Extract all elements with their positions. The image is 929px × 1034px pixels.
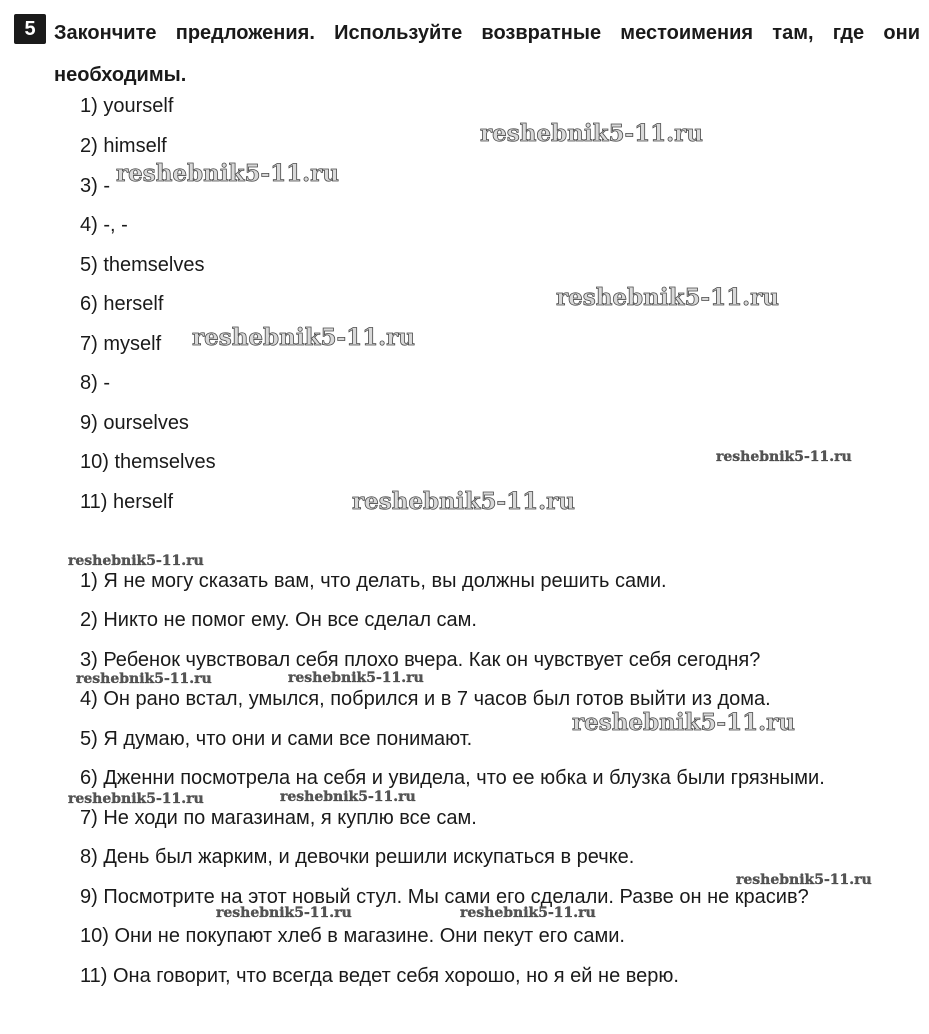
watermark: reshebnik5-11.ru (216, 905, 352, 921)
answer-item: 11) herself (80, 491, 174, 513)
watermark: reshebnik5-11.ru (572, 709, 795, 736)
watermark: reshebnik5-11.ru (460, 905, 596, 921)
answer-item: 1) yourself (80, 95, 174, 117)
watermark: reshebnik5-11.ru (736, 872, 872, 888)
translation-item: 3) Ребенок чувствовал себя плохо вчера. Как он чувствует себя сегодня? (80, 649, 761, 671)
watermark: reshebnik5-11.ru (76, 671, 212, 687)
answer-item: 10) themselves (80, 451, 216, 473)
task-number-badge: 5 (14, 14, 46, 44)
translation-item: 9) Посмотрите на этот новый стул. Мы сами его сделали. Разве он не красив? (80, 886, 809, 908)
answer-item: 4) -, - (80, 214, 128, 236)
translation-item: 6) Дженни посмотрела на себя и увидела, что ее юбка и блузка были грязными. (80, 767, 825, 789)
answer-item: 5) themselves (80, 254, 205, 276)
task-heading: Закончите предложения. Используйте возвратные местоимения там, где они необходимы. (54, 22, 920, 86)
translation-item: 7) Не ходи по магазинам, я куплю все сам. (80, 807, 477, 829)
translation-item: 1) Я не могу сказать вам, что делать, вы должны решить сами. (80, 570, 667, 592)
translation-item: 8) День был жарким, и девочки решили искупаться в речке. (80, 846, 635, 868)
watermark: reshebnik5-11.ru (716, 449, 852, 465)
watermark: reshebnik5-11.ru (192, 324, 415, 351)
translation-item: 4) Он рано встал, умылся, побрился и в 7 часов был готов выйти из дома. (80, 688, 771, 710)
watermark: reshebnik5-11.ru (280, 789, 416, 805)
watermark: reshebnik5-11.ru (288, 670, 424, 686)
watermark: reshebnik5-11.ru (480, 120, 703, 147)
answer-item: 2) himself (80, 135, 167, 157)
answer-item: 7) myself (80, 333, 162, 355)
watermark: reshebnik5-11.ru (116, 160, 339, 187)
watermark: reshebnik5-11.ru (352, 488, 575, 515)
translation-item: 2) Никто не помог ему. Он все сделал сам. (80, 609, 477, 631)
translation-item: 11) Она говорит, что всегда ведет себя хорошо, но я ей не верю. (80, 965, 679, 987)
answer-item: 3) - (80, 175, 110, 197)
watermark: reshebnik5-11.ru (68, 791, 204, 807)
answer-item: 9) ourselves (80, 412, 189, 434)
answer-item: 6) herself (80, 293, 164, 315)
answer-item: 8) - (80, 372, 110, 394)
translation-item: 10) Они не покупают хлеб в магазине. Они пекут его сами. (80, 925, 625, 947)
watermark: reshebnik5-11.ru (556, 284, 779, 311)
watermark: reshebnik5-11.ru (68, 553, 204, 569)
translation-item: 5) Я думаю, что они и сами все понимают. (80, 728, 473, 750)
